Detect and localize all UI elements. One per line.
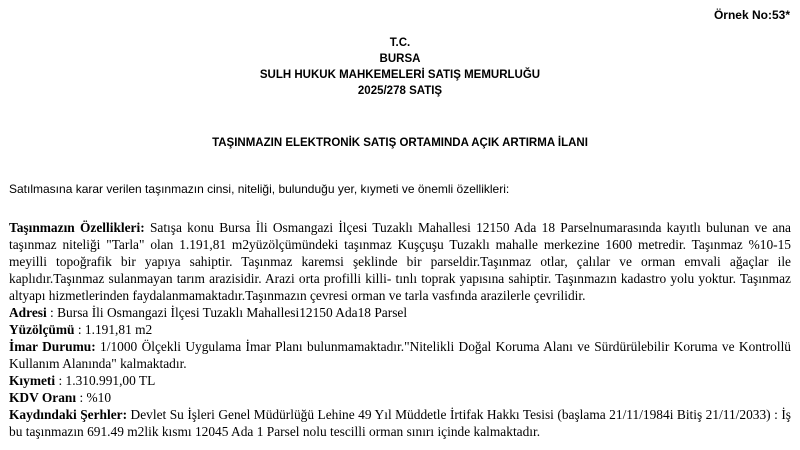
field-value: Satışa konu Bursa İli Osmangazi İlçesi Tuzaklı Mahallesi 12150 Ada 18 Parselnumarasında kayıtlı bulunan ve ana taşınmaz niteliği "Tarla" olan 1.191,81 m2yüzölçümündeki taşınmaz Kuşçuşu Tuzaklı mahalle merkezine 1600 metredir. Taşınmaz %10-15 meyilli topoğrafik bir yapıya sahiptir. Taşınmaz karemsi şeklinde bir parseldir.Taşınmaz otlar, çalılar ve orman emvali ağaçlar ile kaplıdır.Taşınmaz sulanmayan tarım arazisidir. Arazi orta profilli killi- tınlı toprak yapısına sahiptir. Taşınmazın kadastro yolu yoktur. Taşınmaz altyapı hizmetlerinden faydalanmamaktadır.Taşınmazın çevresi orman ve tarla vasfında arazilerle çevrilidir. — [9, 220, 791, 303]
court-header — [0, 35, 800, 99]
field-label: KDV Oranı — [9, 390, 77, 405]
header-case-number: 2025/278 SATIŞ — [357, 85, 443, 97]
property-details — [9, 219, 791, 440]
field-encumbrances — [9, 406, 791, 440]
field-value: : Bursa İli Osmangazi İlçesi Tuzaklı Mahallesi12150 Ada18 Parsel — [46, 305, 408, 320]
header-office: SULH HUKUK MAHKEMELERİ SATIŞ MEMURLUĞU — [259, 69, 541, 81]
field-value: 1/1000 Ölçekli Uygulama İmar Planı bulunmamaktadır."Nitelikli Doğal Koruma Alanı ve Sürdürülebilir Koruma ve Kontrollü Kullanım Alanında" kalmaktadır. — [9, 339, 791, 371]
sample-number: Örnek No:53* — [713, 8, 790, 22]
field-label: Yüzölçümü — [9, 322, 75, 337]
field-zoning — [9, 338, 791, 372]
field-value: : 1.310.991,00 TL — [55, 373, 156, 388]
field-value-amount — [9, 372, 791, 389]
field-area — [9, 321, 791, 338]
field-label: İmar Durumu: — [9, 339, 96, 354]
field-value: Devlet Su İşleri Genel Müdürlüğü Lehine 49 Yıl Müddetle İrtifak Hakkı Tesisi (başlama 21/11/1984i Bitiş 21/11/2033) : İş bu taşınmazın 691.49 m2lik kısmı 12045 Ada 1 Parsel nolu tescilli orman sınırı içinde kalmaktadır. — [9, 407, 791, 439]
field-address — [9, 304, 791, 321]
field-label: Kaydındaki Şerhler: — [9, 407, 128, 422]
field-value: : 1.191,81 m2 — [74, 322, 153, 337]
field-label: Taşınmazın Özellikleri: — [9, 220, 145, 235]
header-city: BURSA — [379, 53, 421, 65]
field-value: : %10 — [76, 390, 112, 405]
intro-text: Satılmasına karar verilen taşınmazın cinsi, niteliği, bulunduğu yer, kıymeti ve önemli özellikleri: — [9, 182, 510, 196]
field-vat — [9, 389, 791, 406]
field-properties — [9, 219, 791, 304]
field-label: Kıymeti — [9, 373, 56, 388]
field-label: Adresi — [9, 305, 47, 320]
header-country: T.C. — [389, 37, 411, 49]
announcement-title: TAŞINMAZIN ELEKTRONİK SATIŞ ORTAMINDA AÇIK ARTIRMA İLANI — [212, 137, 588, 149]
